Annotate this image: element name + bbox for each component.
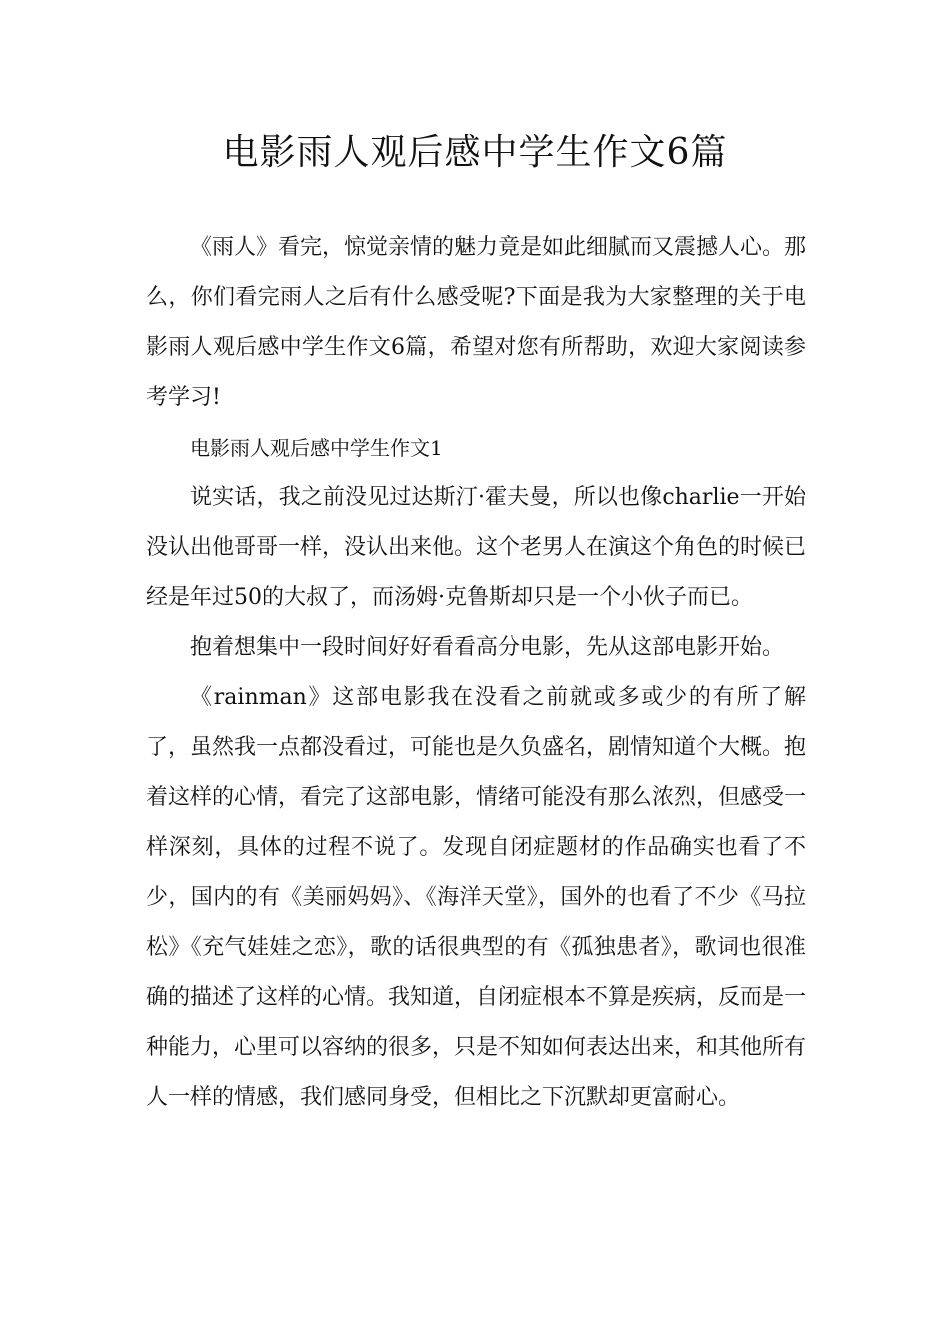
document-body [146,223,806,1123]
body-paragraph: 《rainman》这部电影我在没看之前就或多或少的有所了解了，虽然我一点都没看过，可能也是久负盛名，剧情知道个大概。抱着这样的心情，看完了这部电影，情绪可能没有那么浓烈，但感受一样深刻，具体的过程不说了。发现自闭症题材的作品确实也看了不少，国内的有《美丽妈妈》、《海洋天堂》，国外的也看了不少《马拉松》《充气娃娃之恋》，歌的话很典型的有《孤独患者》，歌词也很准确的描述了这样的心情。我知道，自闭症根本不算是疾病，反而是一种能力，心里可以容纳的很多，只是不知如何表达出来，和其他所有人一样的情感，我们感同身受，但相比之下沉默却更富耐心。 [146,685,807,1110]
body-paragraph: 抱着想集中一段时间好好看看高分电影，先从这部电影开始。 [190,635,785,660]
intro-paragraph: 《雨人》看完，惊觉亲情的魅力竟是如此细腻而又震撼人心。那么，你们看完雨人之后有什么感受呢?下面是我为大家整理的关于电影雨人观后感中学生作文6篇，希望对您有所帮助，欢迎大家阅读参考学习! [146,235,807,410]
document-title: 电影雨人观后感中学生作文6篇 [222,132,728,173]
section-heading: 电影雨人观后感中学生作文1 [190,436,443,460]
body-paragraph: 说实话，我之前没见过达斯汀·霍夫曼，所以也像charlie一开始没认出他哥哥一样，没认出来他。这个老男人在演这个角色的时候已经是年过50的大叔了，而汤姆·克鲁斯却只是一个小伙子而已。 [146,485,807,610]
